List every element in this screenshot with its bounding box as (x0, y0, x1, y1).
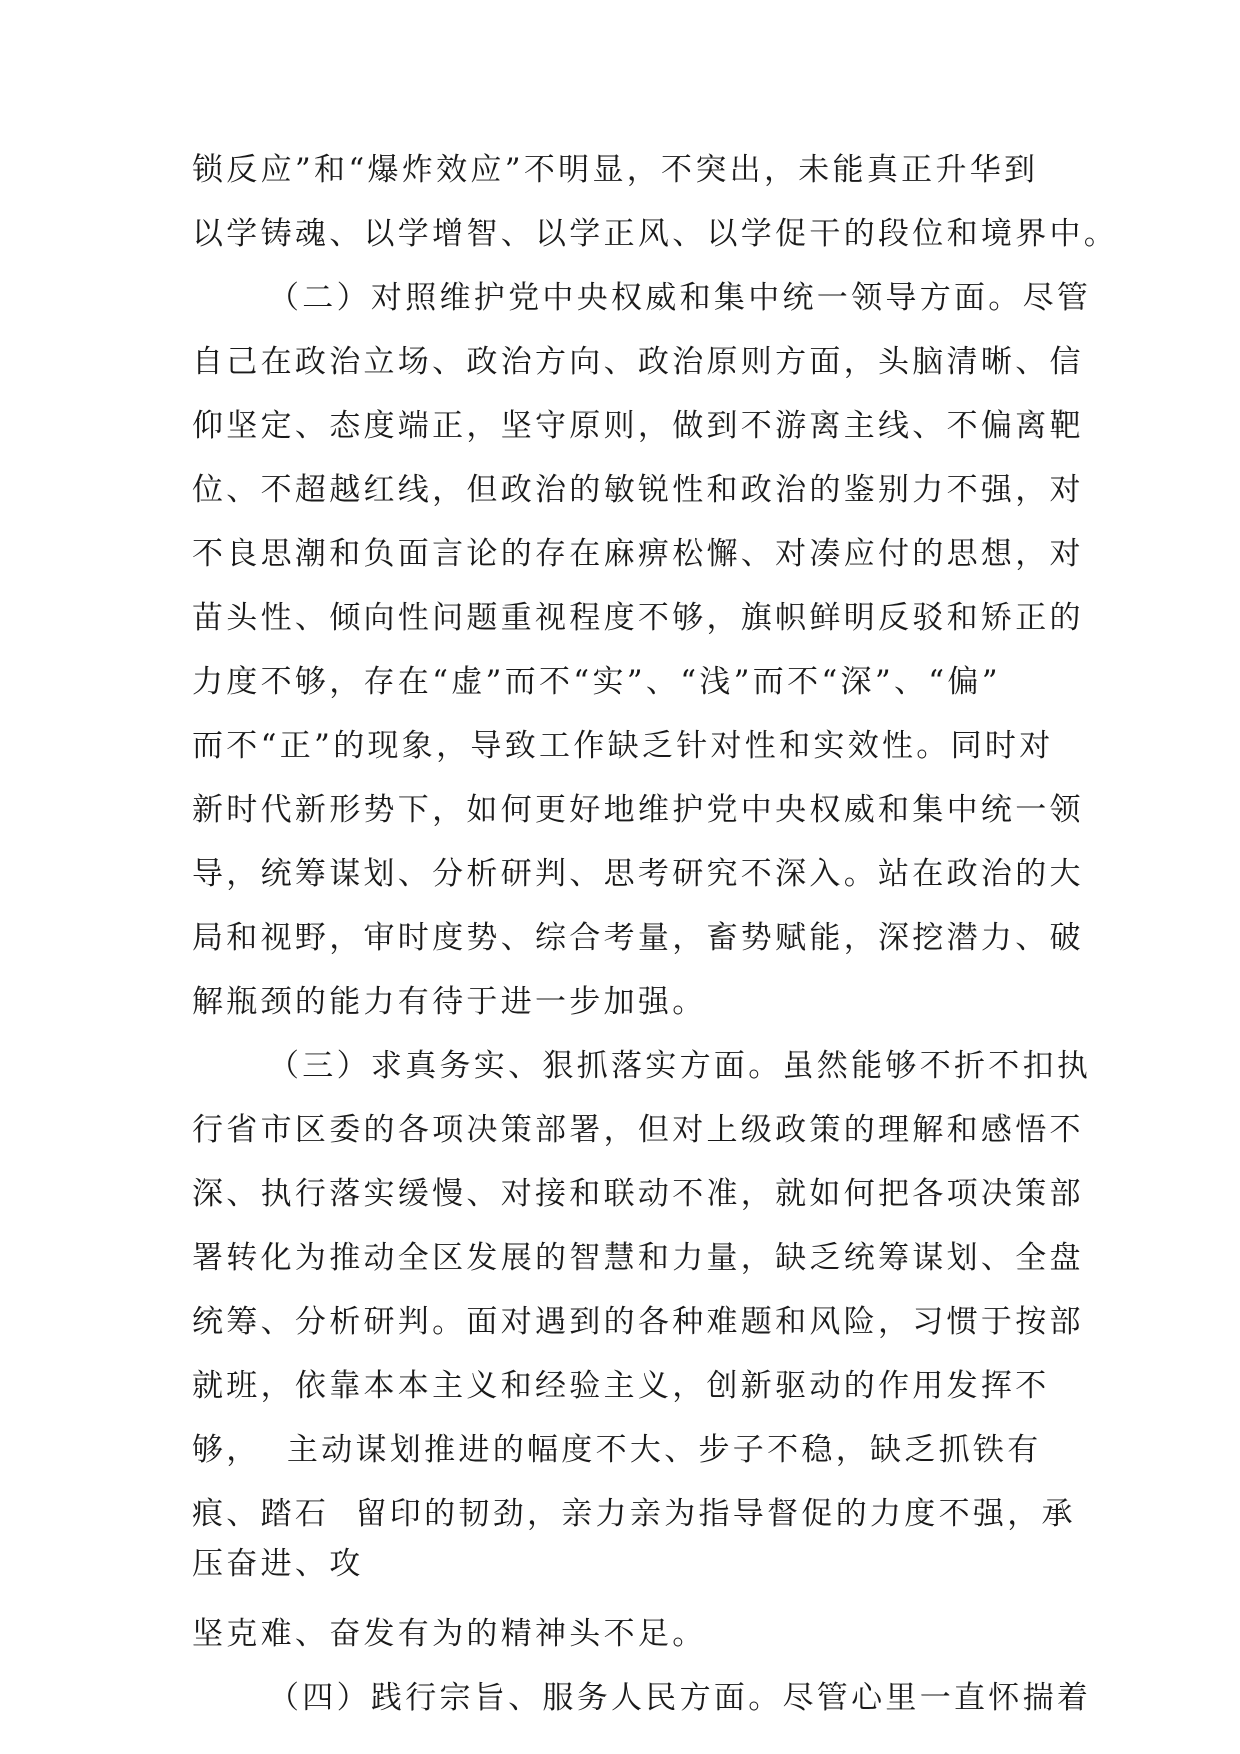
text-line: 力度不够，存在“虚”而不“实”、“浅”而不“深”、“偏” (192, 664, 1001, 700)
text-line: 新时代新形势下，如何更好地维护党中央权威和集中统一领 (192, 792, 1084, 828)
section-heading-line: （三）求真务实、狠抓落实方面。虽然能够不折不扣执 (268, 1048, 1092, 1084)
text-line: 锁反应”和“爆炸效应”不明显，不突出，未能真正升华到 (192, 152, 1039, 188)
text-line: 统筹、分析研判。面对遇到的各种难题和风险，习惯于按部 (192, 1304, 1084, 1340)
document-body (192, 150, 1119, 1742)
text-line: 行省市区委的各项决策部署，但对上级政策的理解和感悟不 (192, 1112, 1084, 1148)
text-line: 位、不超越红线，但政治的敏锐性和政治的鉴别力不强，对 (192, 472, 1084, 508)
text-line: 自己在政治立场、政治方向、政治原则方面，头脑清晰、信 (192, 344, 1084, 380)
text-line: 就班，依靠本本主义和经验主义，创新驱动的作用发挥不 (192, 1368, 1050, 1404)
text-line: 苗头性、倾向性问题重视程度不够，旗帜鲜明反驳和矫正的 (192, 600, 1084, 636)
text-line: 导，统筹谋划、分析研判、思考研究不深入。站在政治的大 (192, 856, 1084, 892)
text-line: 不良思潮和负面言论的存在麻痹松懈、对凑应付的思想，对 (192, 536, 1084, 572)
section-heading-line: （二）对照维护党中央权威和集中统一领导方面。尽管 (268, 280, 1092, 316)
text-line: 够， 主动谋划推进的幅度不大、步子不稳，缺乏抓铁有 (192, 1432, 1042, 1468)
text-line: 署转化为推动全区发展的智慧和力量，缺乏统筹谋划、全盘 (192, 1240, 1084, 1276)
text-line: 压奋进、攻 (192, 1546, 364, 1582)
text-line: 以学铸魂、以学增智、以学正风、以学促干的段位和境界中。 (192, 216, 1119, 252)
text-line: 仰坚定、态度端正，坚守原则，做到不游离主线、不偏离靶 (192, 408, 1084, 444)
text-line: 局和视野，审时度势、综合考量，畜势赋能，深挖潜力、破 (192, 920, 1084, 956)
text-line: 解瓶颈的能力有待于进一步加强。 (192, 984, 707, 1020)
text-line: 痕、踏石 留印的韧劲，亲力亲为指导督促的力度不强，承 (192, 1496, 1076, 1532)
text-line: 坚克难、奋发有为的精神头不足。 (192, 1616, 707, 1652)
text-line: 而不“正”的现象，导致工作缺乏针对性和实效性。同时对 (192, 728, 1054, 764)
text-line: 深、执行落实缓慢、对接和联动不准，就如何把各项决策部 (192, 1176, 1084, 1212)
section-heading-line: （四）践行宗旨、服务人民方面。尽管心里一直怀揣着 (268, 1680, 1092, 1716)
